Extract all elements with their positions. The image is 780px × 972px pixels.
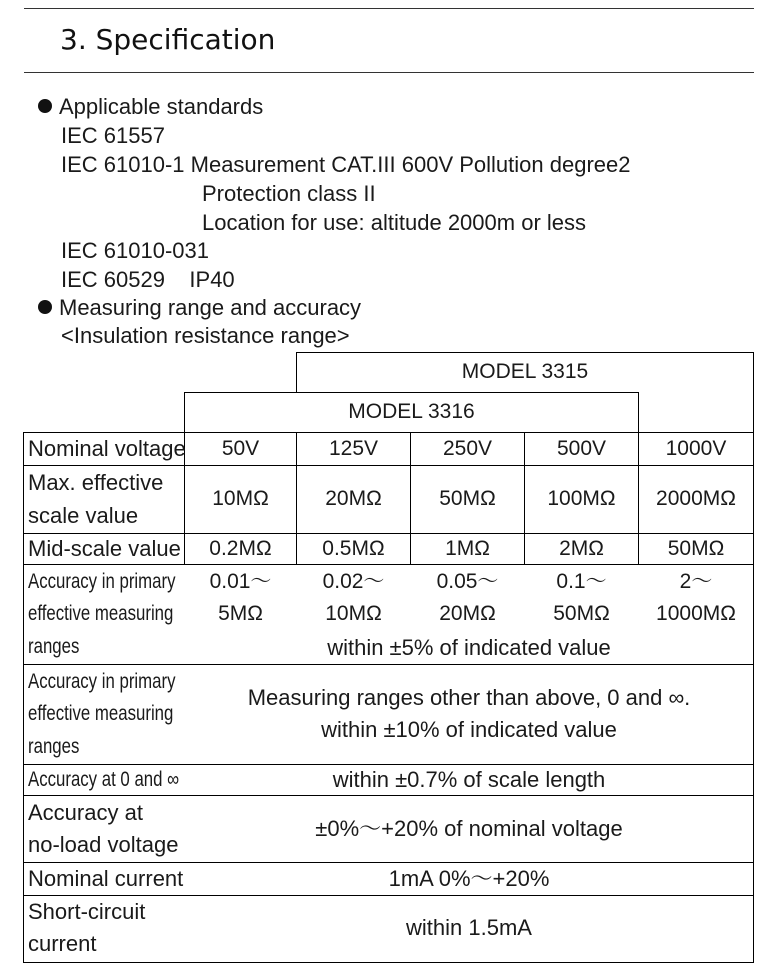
row-label-no-load: Accuracy at <box>28 800 143 825</box>
row-label-max-effective: Max. effective <box>28 470 164 495</box>
nominal-current-value: 1mA 0%〜+20% <box>388 866 550 891</box>
row-label-accuracy-other: Accuracy in primary <box>28 670 176 693</box>
row-label-nominal-current: Nominal current <box>28 866 184 891</box>
max-scale-cell: 10MΩ <box>212 487 269 510</box>
range-to-cell: 10MΩ <box>325 602 382 625</box>
row-label-accuracy-other-3: ranges <box>28 735 80 758</box>
section-title-text: Specification <box>95 23 276 56</box>
standard-line: IEC 61010-1 Measurement CAT.III 600V Pollution degree2 <box>61 152 631 177</box>
range-from-cell: 0.05〜 <box>436 570 499 593</box>
range-from-cell: 0.1〜 <box>556 570 607 593</box>
accuracy-other-text: Measuring ranges other than above, 0 and ∞. <box>247 685 691 710</box>
voltage-cell: 125V <box>328 437 379 460</box>
row-label-max-effective-2: scale value <box>28 503 139 528</box>
standards-heading: Applicable standards <box>59 94 264 119</box>
voltage-cell: 1000V <box>665 437 727 460</box>
range-from-cell: 2〜 <box>679 570 713 593</box>
range-from-cell: 0.02〜 <box>322 570 385 593</box>
top-rule <box>24 8 754 9</box>
short-circuit-value: within 1.5mA <box>406 915 532 940</box>
standard-line: IEC 61010-031 <box>61 238 209 263</box>
mid-scale-cell: 50MΩ <box>667 537 725 560</box>
row-label-accuracy-zero-inf: Accuracy at 0 and ∞ <box>28 768 180 791</box>
row-label-nominal-voltage: Nominal voltage <box>28 436 186 461</box>
row-label-accuracy-primary-3: ranges <box>28 635 80 658</box>
max-scale-cell: 50MΩ <box>439 487 496 510</box>
range-from-cell: 0.01〜 <box>209 570 272 593</box>
range-to-cell: 1000MΩ <box>656 602 736 625</box>
standard-line: Location for use: altitude 2000m or less <box>202 210 587 235</box>
row-label-accuracy-other-2: effective measuring <box>28 702 174 725</box>
header-rule <box>24 72 754 73</box>
accuracy-primary-value: within ±5% of indicated value <box>327 635 611 660</box>
measuring-subheading: <Insulation resistance range> <box>61 323 350 348</box>
mid-scale-cell: 0.5MΩ <box>322 537 385 560</box>
mid-scale-cell: 1MΩ <box>445 537 490 560</box>
section-title <box>60 20 275 60</box>
max-scale-cell: 20MΩ <box>325 487 382 510</box>
section-number: 3. <box>60 23 87 56</box>
row-label-accuracy-primary-2: effective measuring <box>28 602 174 625</box>
voltage-cell: 50V <box>221 437 260 460</box>
row-label-short-circuit-2: current <box>28 931 97 956</box>
bullet-icon <box>38 300 52 314</box>
range-to-cell: 5MΩ <box>218 602 263 625</box>
max-scale-cell: 2000MΩ <box>656 487 736 510</box>
bullet-icon <box>38 99 52 113</box>
model-3316-header: MODEL 3316 <box>348 400 475 423</box>
measuring-heading: Measuring range and accuracy <box>59 295 362 320</box>
mid-scale-cell: 0.2MΩ <box>209 537 272 560</box>
range-to-cell: 20MΩ <box>439 602 496 625</box>
voltage-cell: 500V <box>556 437 607 460</box>
row-label-accuracy-primary: Accuracy in primary <box>28 570 176 593</box>
range-to-cell: 50MΩ <box>553 602 610 625</box>
model-3315-header: MODEL 3315 <box>461 360 589 383</box>
standard-line: Protection class II <box>202 181 376 206</box>
standard-line: IEC 60529 IP40 <box>61 267 235 292</box>
mid-scale-cell: 2MΩ <box>559 537 604 560</box>
accuracy-zero-inf-value: within ±0.7% of scale length <box>332 767 606 792</box>
max-scale-cell: 100MΩ <box>547 487 616 510</box>
row-label-mid-scale: Mid-scale value <box>28 536 181 561</box>
row-label-short-circuit: Short-circuit <box>28 899 146 924</box>
row-label-no-load-2: no-load voltage <box>28 832 179 857</box>
standard-line: IEC 61557 <box>61 123 165 148</box>
accuracy-other-value: within ±10% of indicated value <box>321 717 617 742</box>
no-load-value: ±0%〜+20% of nominal voltage <box>315 816 623 841</box>
voltage-cell: 250V <box>442 437 493 460</box>
